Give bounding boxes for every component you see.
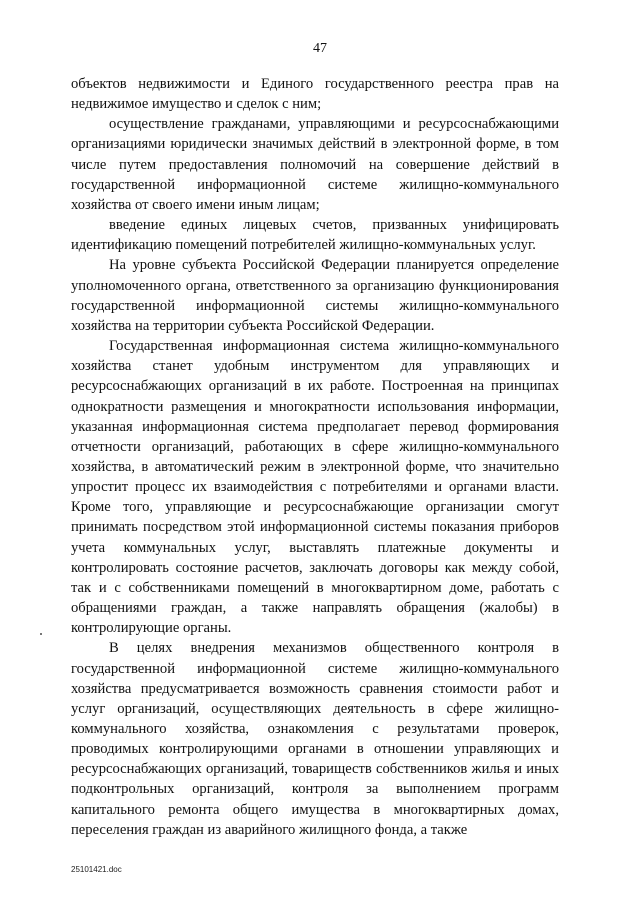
paragraph-unified-accounts: введение единых лицевых счетов, призванных унифицировать идентификацию помещений потребителей жилищно-коммунальных услуг. — [71, 217, 559, 254]
margin-dot — [40, 633, 42, 635]
document-body — [71, 74, 559, 840]
paragraph-info-system: Государственная информационная система жилищно-коммунального хозяйства станет удобным инструментом для управляющих и ресурсоснабжающих организаций в их работе. Построенная на принципах однократности размещения и многократности использования информации, указанная информационная система предполагает перевод формирования отчетности организаций, работающих в сфере жилищно-коммунального хозяйства, в автоматический режим в электронной форме, что значительно упростит процесс их взаимодействия с потребителями и органами власти. Кроме того, управляющие и ресурсоснабжающие организации смогут принимать посредством этой информационной системы показания приборов учета коммунальных услуг, выставлять платежные документы и контролировать состояние расчетов, заключать договоры как между собой, так и с собственниками помещений в многоквартирном доме, работать с обращениями граждан, а также направлять обращения (жалобы) в контролирующие органы. — [71, 338, 559, 637]
paragraph-regional-level: На уровне субъекта Российской Федерации планируется определение уполномоченного органа, ответственного за организацию функционирования государственной информационной системы жилищно-коммунального хозяйства на территории субъекта Российской Федерации. — [71, 257, 559, 334]
footer-filename: 25101421.doc — [71, 865, 122, 874]
paragraph-continuation: объектов недвижимости и Единого государственного реестра прав на недвижимое имущество и сделок с ним; — [71, 76, 559, 113]
page-number: 47 — [313, 41, 327, 56]
paragraph-legal-actions: осуществление гражданами, управляющими и ресурсоснабжающими организациями юридически значимых действий в электронной форме, в том числе путем предоставления полномочий на совершение действий в государственной информационной системе жилищно-коммунального хозяйства от своего имени иным лицам; — [71, 116, 559, 213]
paragraph-public-control: В целях внедрения механизмов общественного контроля в государственной информационной системе жилищно-коммунального хозяйства предусматривается возможность сравнения стоимости работ и услуг организаций, осуществляющих деятельность в сфере жилищно-коммунального хозяйства, ознакомления с результатами проверок, проводимых контролирующими органами в отношении управляющих и ресурсоснабжающих организаций, товариществ собственников жилья и иных подконтрольных организаций, контроля за выполнением программ капитального ремонта общего имущества в многоквартирных домах, переселения граждан из аварийного жилищного фонда, а также — [71, 640, 559, 838]
